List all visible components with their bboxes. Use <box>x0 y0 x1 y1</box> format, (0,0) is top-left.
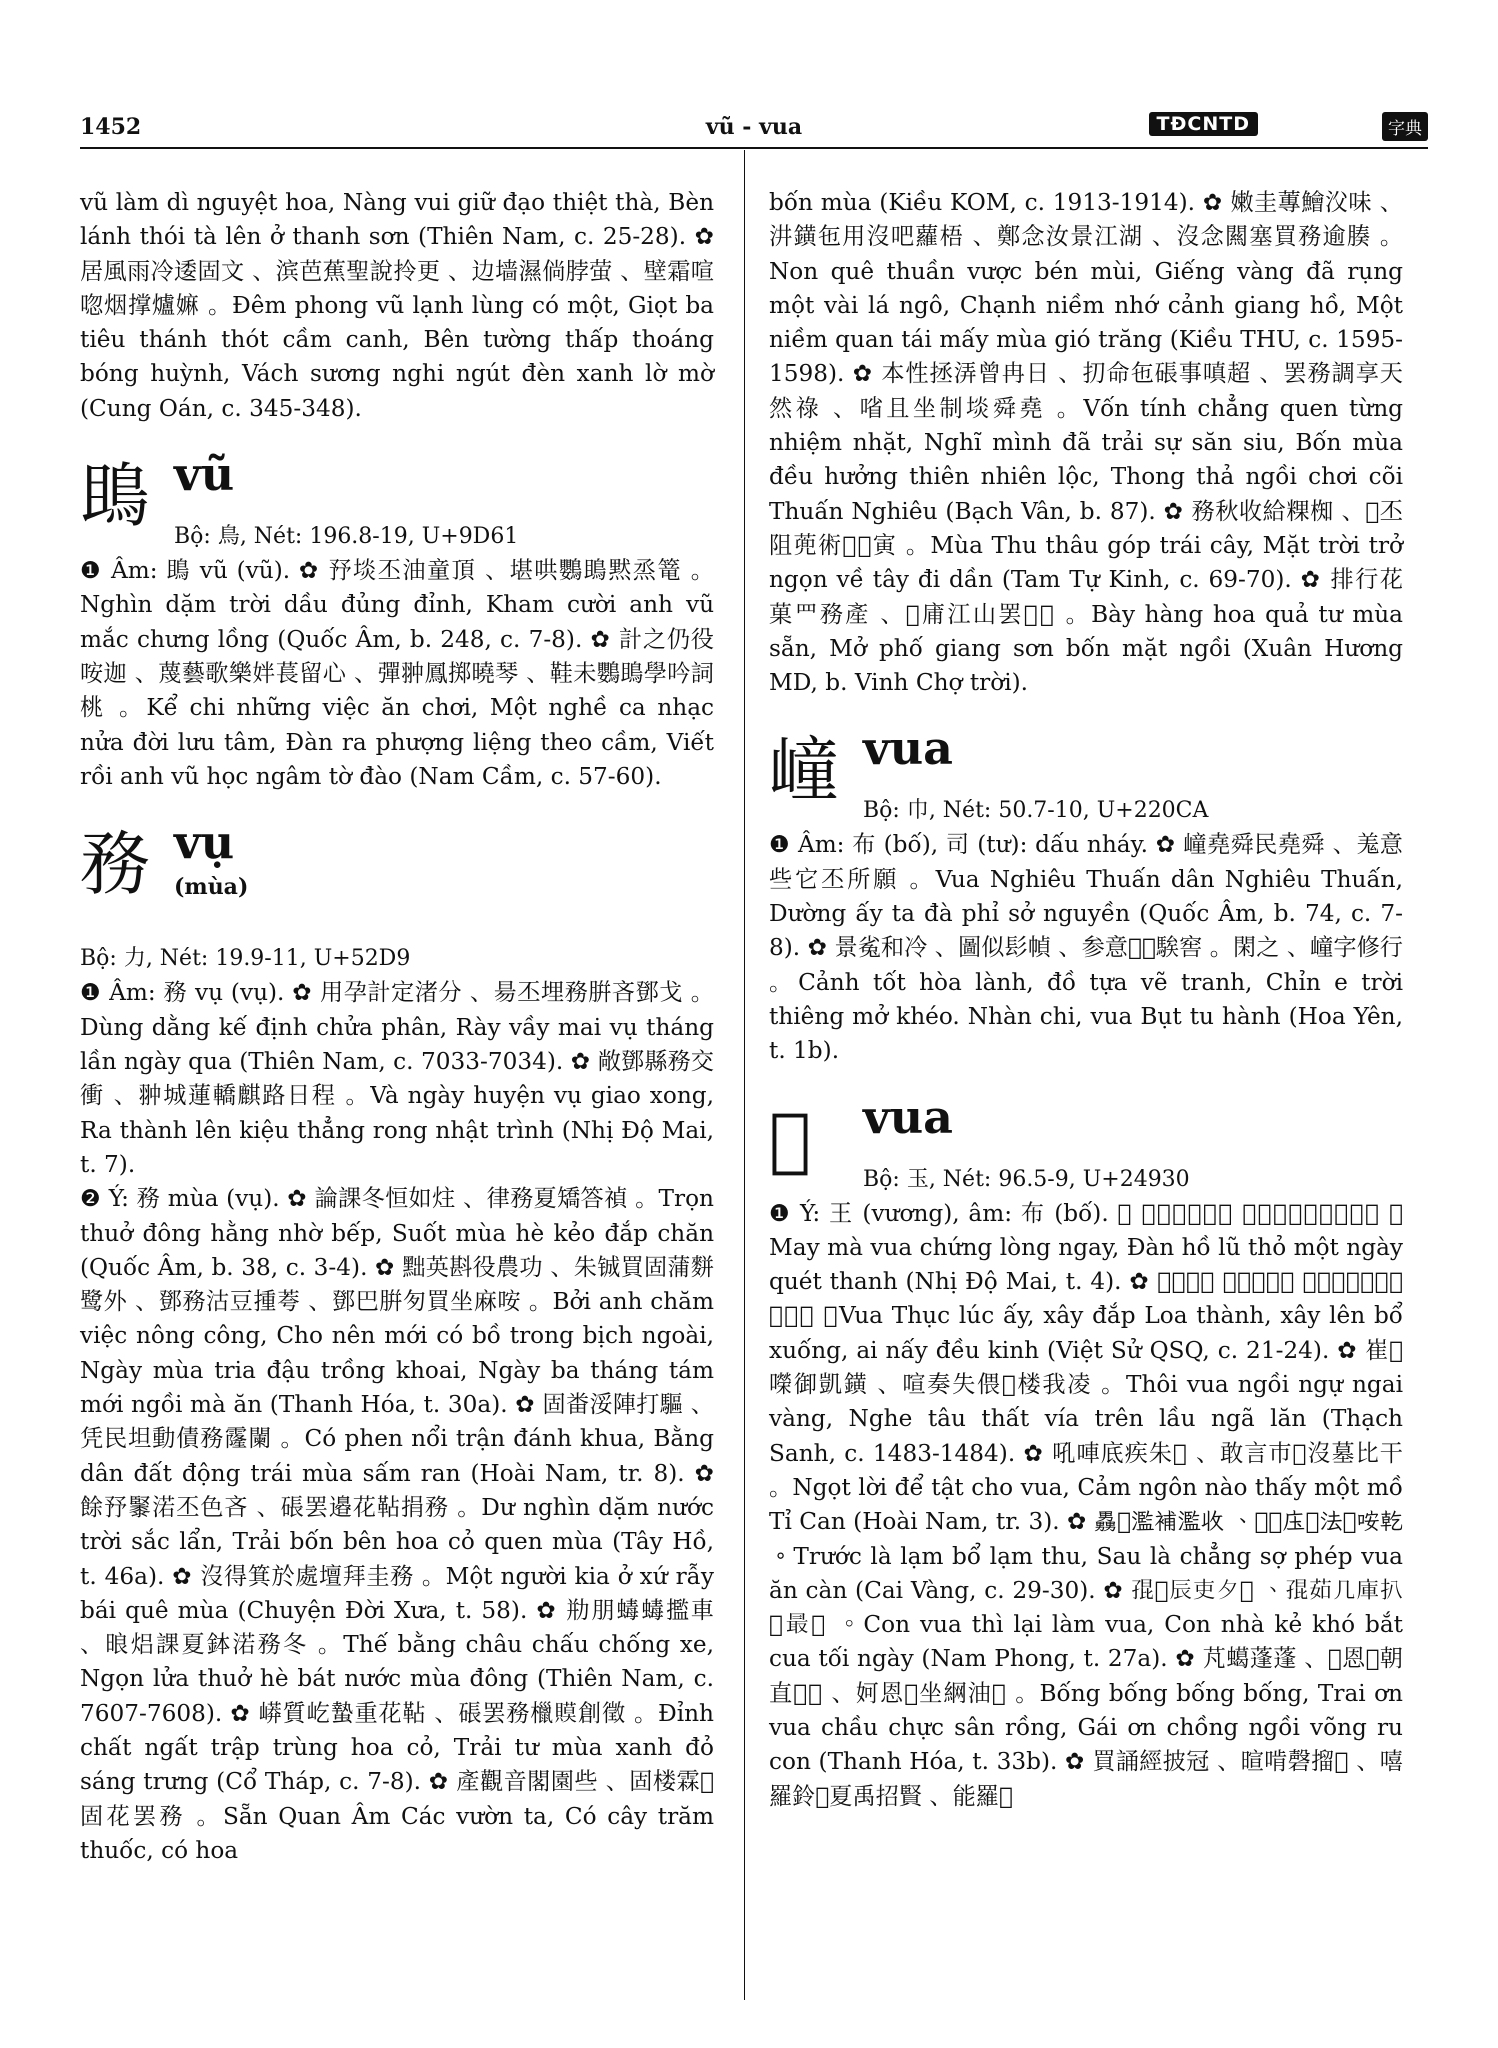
entry-headword: vua <box>863 721 953 776</box>
entry-head <box>769 721 1403 828</box>
entry-body: ❶ Ý: 王 (vương), âm: 布 (bố). ✿ 𥾽𢡂𤤰証悉𠰉 、弹狐屡兔没鄧抉清 。May mà vua chứng lòng ngay, Đàn hồ lũ thỏ một ngày quét thanh (Nhị Độ Mai, t. 4). ✿ 𤤰蜀旼意 、磋搭螺城 、磋蓮補𨖲、埃乃調驚 。Vua Thục lúc ấy, xây đắp Loa thành, xây lên bổ xuống, ai nấy đều kinh (Việt Sử QSQ, c. 21-24). ✿ 崔𤤰㘇御凱鐄 、喧奏失偎𨖲楼我凌 。Thôi vua ngồi ngự ngai vàng, Nghe tâu thất vía trên lầu ngã lăn (Thạch Sanh, c. 1483-1484). ✿ 吼唓底疾朱𤤰 、敢言巿𧡊沒墓比干 。Ngọt lời để tật cho vua, Cảm ngôn nào thấy một mồ Tỉ Can (Hoài Nam, tr. 3). ✿ 𪟧𠸨濫補濫收 、𪠞𠸨庒㤿法𤤰咹乾 。Trước là lạm bổ lạm thu, Sau là chẳng sợ phép vua ăn càn (Cai Vàng, c. 29-30). ✿ 𡥵𤤰辰吏夕𤤰 、𡥵茹几庫扒𩵽最𣈗 。Con vua thì lại làm vua, Con nhà kẻ khó bắt cua tối ngày (Nam Phong, t. 27a). ✿ 芃䗶蓬蓬 、𦛌恩𤤰朝直𤶔𧍉 、妸恩𩈘坐䋞油𡥵 。Bống bống bống bống, Trai ơn vua chầu chực sân rồng, Gái ơn chồng ngồi võng ru con (Thanh Hóa, t. 33b). ✿ 買誦經披冠 、暄啃磬㨨𨖲 、嘻羅鈴𤤰夏禹招賢 、能羅𢬣 <box>769 1199 1403 1810</box>
entry-meta: Bộ: 玉, Nét: 96.5-9, U+24930 <box>863 1166 1190 1192</box>
running-title: vũ - vua <box>705 114 803 140</box>
entry-head <box>80 815 714 942</box>
entry-vu-dot <box>80 815 714 1868</box>
header-rule <box>80 147 1428 149</box>
continuation-text: vũ làm dì nguyệt hoa, Nàng vui giữ đạo thiệt thà, Bèn lánh thói tà lên ở thanh sơn (Thiên Nam, c. 25-28). ✿ 居風雨冷逶固文 、滨芭蕉聖說拎更 、边墙濕倘脖萤 、壁霜喧唿烟撑爐嫲 。Đêm phong vũ lạnh lùng có một, Giọt ba tiêu thánh thót cầm canh, Bên tường thấp thoáng bóng huỳnh, Vách sương nghi ngút đèn xanh lờ mờ (Cung Oán, c. 345-348). <box>80 189 714 422</box>
entry-headword: vua <box>863 1089 953 1144</box>
dictionary-logo: 字典 <box>1382 112 1428 141</box>
left-column <box>80 186 714 1868</box>
entry-meta: Bộ: 力, Nét: 19.9-11, U+52D9 <box>80 946 411 972</box>
entry-body: ❶ Âm: 鴡 vũ (vũ). ✿ 㐨埮丕油童頂 、堪哄鸚鴡黙烝篭 。Nghìn dặm trời dầu đủng đỉnh, Kham cười anh vũ mắc chưng lồng (Quốc Âm, b. 248, c. 7-8). ✿ 計之仍役咹迦 、蔑藝歌樂姅萇留心 、彈翀鳳掷曉琴 、鞋未鸚鴡學吟詞桃 。Kể chi những việc ăn chơi, Một nghề ca nhạc nửa đời lưu tâm, Đàn ra phượng liệng theo cầm, Viết rồi anh vũ học ngâm tờ đào (Nam Cầm, c. 57-60). <box>80 557 714 790</box>
continuation-text: bốn mùa (Kiều KOM, c. 1913-1914). ✿ 嫩圭蓴鱠㳇味 、汫鐄㐌用沒吧蘿梧 、鄭念汝景江湖 、沒念闗塞買務逾腠 。Non quê thuần vược bén mùi, Giếng vàng đã rụng một vài lá ngô, Chạnh niềm nhớ cảnh giang hồ, Một niềm quan tái mấy mùa gió trăng (Kiều THU, c. 1595-1598). ✿ 本性拯㳥曾冉日 、㧅命㐌䂻事嗔超 、罢務調享天然祿 、㗂且坐制埮舜堯 。Vốn tính chẳng quen từng nhiệm nhặt, Nghĩ mình đã trải sự săn siu, Bốn mùa đều hưởng thiên nhiên lộc, Thong thả ngồi chơi cõi Thuấn Nghiêu (Bạch Vân, b. 87). ✿ 務秋收給粿椥 、𩈘丕阻蔸術𠓨𢻒寅 。Mùa Thu thâu góp trái cây, Mặt trời trở ngọn về tây đi dần (Tam Tự Kinh, c. 69-70). ✿ 排行花菓罒務產 、𢚸庯江山罢𥒥𢬦 。Bày hàng hoa quả tư mùa sẵn, Mở phố giang sơn bốn mặt ngồi (Xuân Hương MD, b. Vinh Chợ trời). <box>769 189 1403 697</box>
entry-sense-1: ❶ Âm: 務 vụ (vụ). ✿ 用孕計定渚分 、昜丕埋務腁吝鄧戈 。Dùng dằng kế định chửa phân, Rày vầy mai vụ tháng lần ngày qua (Thiên Nam, c. 7033-7034). ✿ 敞鄧縣務交衝 、翀城蓮轎麒路日程 。Và ngày huyện vụ giao xong, Ra thành lên kiệu thẳng rong nhật trình (Nhị Độ Mai, t. 7). <box>80 979 714 1178</box>
right-column <box>769 186 1403 1814</box>
entry-headword: vũ <box>174 447 235 502</box>
entry-body: ❶ Âm: 布 (bố), 司 (tư): dấu nháy. ✿ 㠉堯舜民堯舜 、羗意些它丕所願 。Vua Nghiêu Thuấn dân Nghiêu Thuấn, Dường ấy ta đà phỉ sở nguyền (Quốc Âm, b. 74, c. 7-8). ✿ 景㝹和冷 、圖似髟幀 、参意𡗶𦕹騃窖 。閑之 、㠉字修行 。Cảnh tốt hòa lành, đồ tựa vẽ tranh, Chỉn e trời thiêng mở khéo. Nhàn chi, vua Bụt tu hành (Hoa Yên, t. 1b). <box>769 831 1403 1065</box>
entry-character: 務 <box>80 823 150 906</box>
entry-subword: (mùa) <box>174 874 249 901</box>
entry-vua-2 <box>769 1089 1403 1814</box>
entry-vu-tilde <box>80 447 714 794</box>
entry-sense-2: ❷ Ý: 務 mùa (vụ). ✿ 論課冬恒如炷 、律務夏矯答禎 。Trọn thuở đông hằng nhờ bếp, Suốt mùa hè kẻo đắp chăn (Quốc Âm, b. 38, c. 3-4). ✿ 黜英斟役農功 、朱铖買固蒲䴵鹭外 、鄧務沽豆揰荂 、鄧巴腁匇買坐麻咹 。Bởi anh chăm việc nông công, Cho nên mới có bồ trong bịch ngoài, Ngày mùa tria đậu trồng khoai, Ngày ba tháng tám mới ngồi mà ăn (Thanh Hóa, t. 30a). ✿ 固畨浽陣打驅 、凭民坦動債務霳闌 。Có phen nổi trận đánh khua, Bằng dân đất động trái mùa sấm ran (Hoài Nam, tr. 8). ✿ 餘㐨䵖渃丕色吝 、䂻罢邉花䩞捐務 。Dư nghìn dặm nước trời sắc lẩn, Trải bốn bên hoa cỏ quen mùa (Tây Hồ, t. 46a). ✿ 沒得箕於處壇拜圭務 。Một người kia ở xứ rẫy bái quê mùa (Chuyện Đời Xưa, t. 58). ✿ 㔙朋蝳蝳㩜車 、㫰焒課夏鉢渃務冬 。Thế bằng châu chấu chống xe, Ngọn lửa thuở hè bát nước mùa đông (Thiên Nam, c. 7607-7608). ✿ 㟿質屹蟄重花䩞 、䂻罢務㯿𧷸創徵 。Đỉnh chất ngất trập trùng hoa cỏ, Trải tư mùa xanh đỏ sáng trưng (Cổ Tháp, c. 7-8). ✿ 產觀音閣園些 、固楼霖𢄂固花罢務 。Sẵn Quan Âm Các vườn ta, Có cây trăm thuốc, có hoa <box>80 1185 714 1864</box>
page-number: 1452 <box>80 114 142 140</box>
column-divider <box>744 150 745 2000</box>
entry-vua-1 <box>769 721 1403 1068</box>
entry-meta: Bộ: 巾, Nét: 50.7-10, U+220CA <box>863 798 1209 824</box>
entry-meta: Bộ: 鳥, Nét: 196.8-19, U+9D61 <box>174 524 519 550</box>
entry-character: 㠉 <box>769 729 839 812</box>
page-header <box>80 110 1428 150</box>
entry-head <box>769 1089 1403 1197</box>
entry-character: 鴡 <box>80 455 150 538</box>
entry-head <box>80 447 714 554</box>
publisher-logo: TĐCNTD <box>1149 112 1258 136</box>
entry-character: 𤤰 <box>769 1097 812 1180</box>
entry-headword: vụ <box>174 815 235 870</box>
